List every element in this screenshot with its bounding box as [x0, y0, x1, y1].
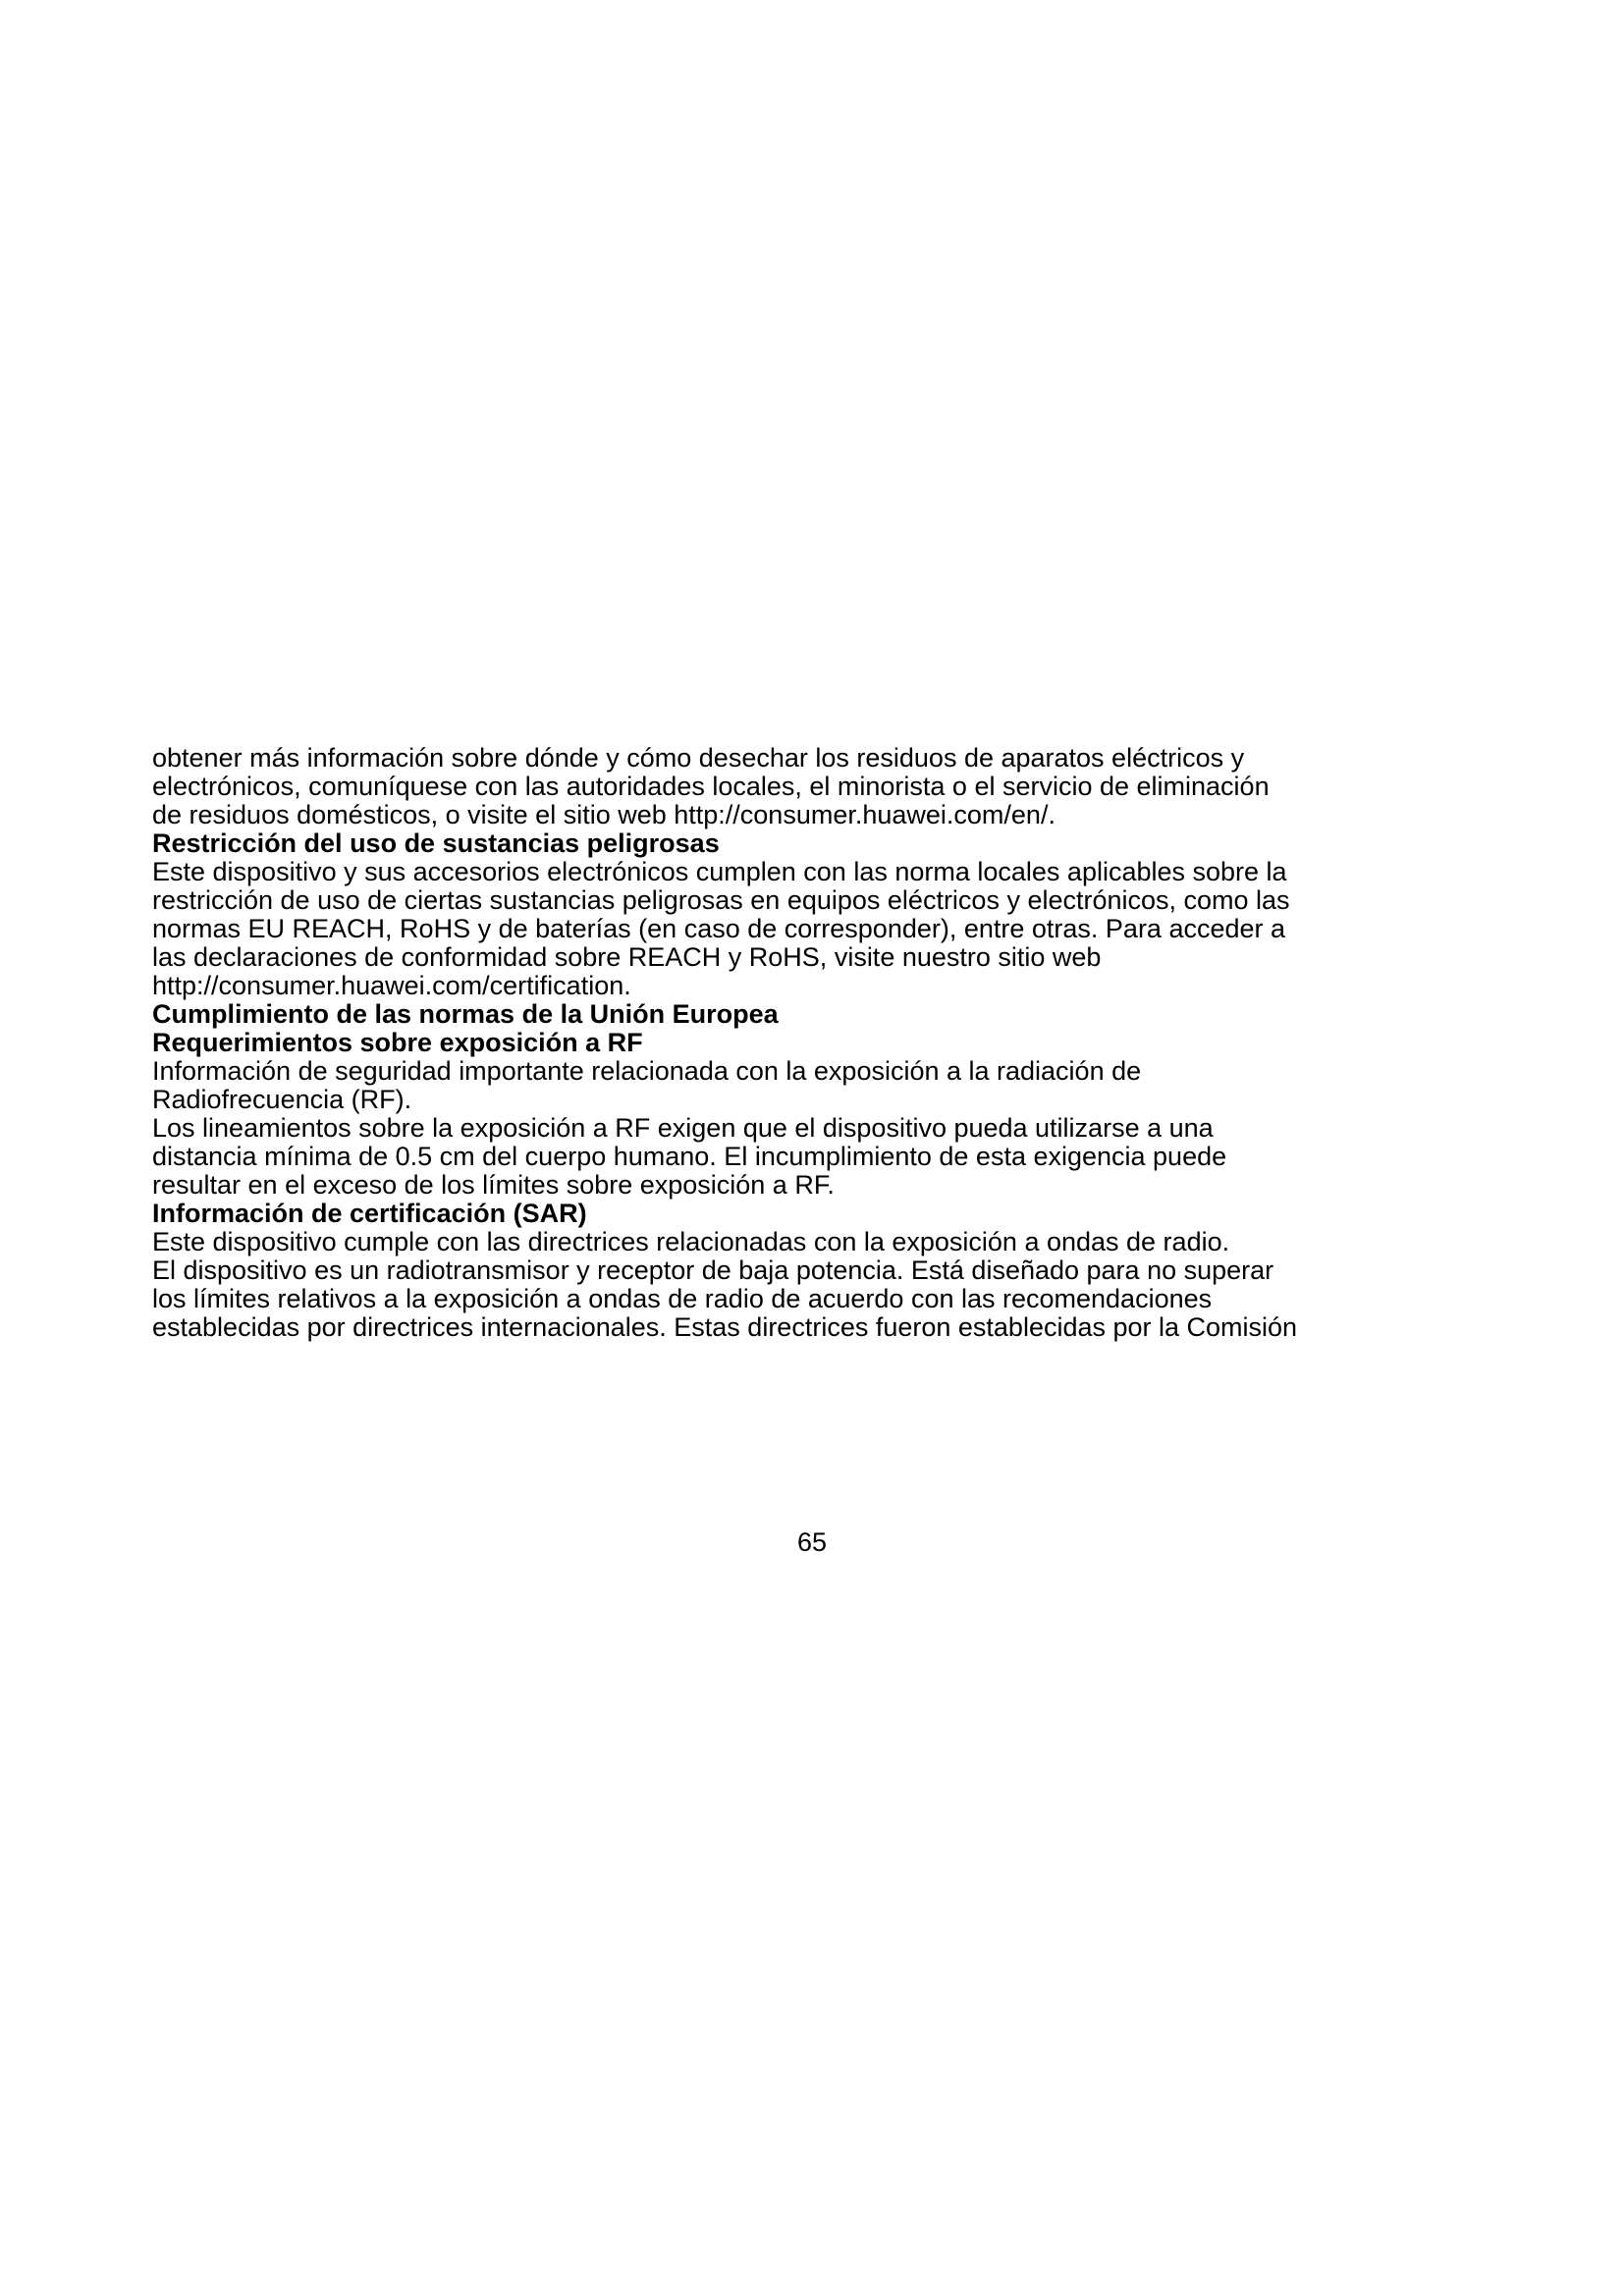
body-text-line: Este dispositivo y sus accesorios electrónicos cumplen con las norma locales aplicables sobre la: [152, 857, 1287, 886]
body-text-line: Los lineamientos sobre la exposición a RF exigen que el dispositivo pueda utilizarse a una: [152, 1113, 1214, 1143]
body-text-line: resultar en el exceso de los límites sobre exposición a RF.: [152, 1170, 835, 1200]
body-text-line: electrónicos, comuníquese con las autoridades locales, el minorista o el servicio de eliminación: [152, 772, 1270, 801]
body-text-line: Información de seguridad importante relacionada con la exposición a la radiación de: [152, 1056, 1142, 1086]
body-text-line: los límites relativos a la exposición a ondas de radio de acuerdo con las recomendaciones: [152, 1284, 1213, 1313]
body-text-line: restricción de uso de ciertas sustancias peligrosas en equipos eléctricos y electrónicos, como las: [152, 885, 1290, 915]
body-text-line: distancia mínima de 0.5 cm del cuerpo humano. El incumplimiento de esta exigencia puede: [152, 1142, 1227, 1171]
body-text-line: las declaraciones de conformidad sobre REACH y RoHS, visite nuestro sitio web: [152, 942, 1102, 972]
body-text-line: http://consumer.huawei.com/certification.: [152, 971, 631, 1000]
body-text-line: obtener más información sobre dónde y cómo desechar los residuos de aparatos eléctricos y: [152, 743, 1245, 773]
body-text-line: Radiofrecuencia (RF).: [152, 1085, 412, 1114]
body-text-line: normas EU REACH, RoHS y de baterías (en caso de corresponder), entre otras. Para acceder a: [152, 914, 1286, 943]
document-body: [152, 744, 1517, 1342]
body-text-line: de residuos domésticos, o visite el sitio web http://consumer.huawei.com/en/.: [152, 800, 1056, 829]
page-number: 65: [796, 1527, 828, 1557]
body-text-line: establecidas por directrices internacionales. Estas directrices fueron establecidas por la Comisión: [152, 1312, 1298, 1342]
body-text-line: Este dispositivo cumple con las directrices relacionadas con la exposición a ondas de radio.: [152, 1227, 1230, 1256]
section-heading-eu-compliance: Cumplimiento de las normas de la Unión Europea: [152, 999, 779, 1029]
section-heading-hazardous-substances: Restricción del uso de sustancias peligrosas: [152, 828, 720, 858]
section-heading-rf-exposure: Requerimientos sobre exposición a RF: [152, 1028, 643, 1057]
body-text-line: El dispositivo es un radiotransmisor y receptor de baja potencia. Está diseñado para no superar: [152, 1255, 1274, 1285]
section-heading-sar-certification: Información de certificación (SAR): [152, 1199, 587, 1228]
